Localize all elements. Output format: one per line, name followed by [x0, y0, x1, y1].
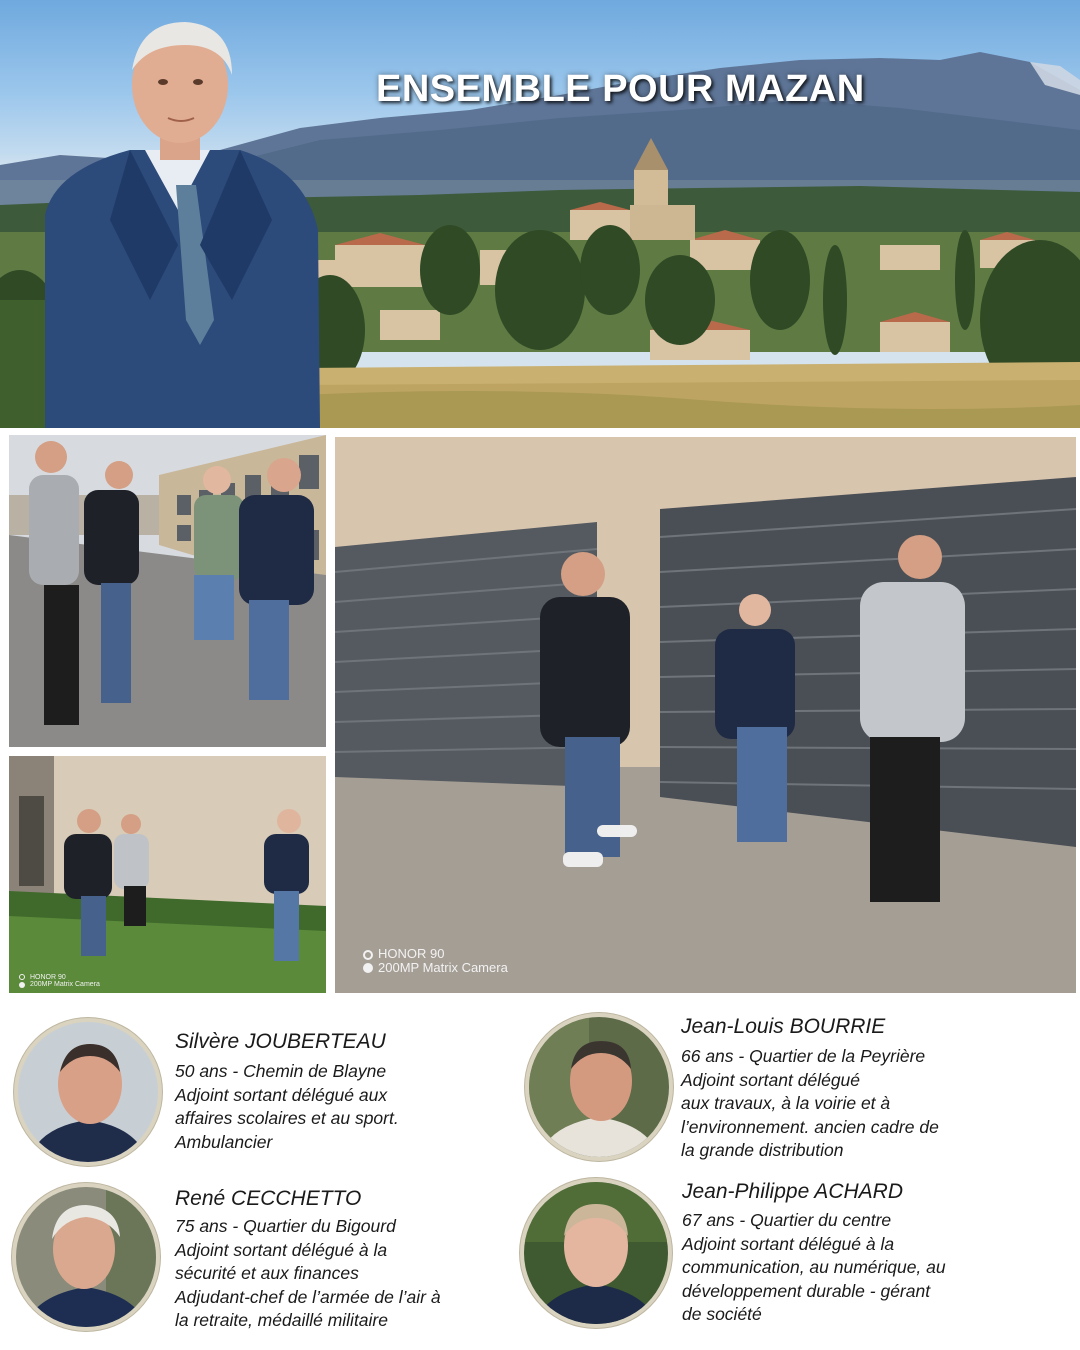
profile-description	[175, 1060, 399, 1154]
profile-name: René CECCHETTO	[175, 1187, 362, 1210]
profile-line: la retraite, médaillé militaire	[175, 1310, 388, 1330]
profile-line: affaires scolaires et au sport.	[175, 1108, 399, 1128]
village-landscape-image	[0, 0, 1080, 428]
profile-card-cecchetto	[0, 1175, 520, 1345]
profile-description	[175, 1215, 441, 1333]
avatar	[520, 1178, 672, 1328]
profile-name: Jean-Philippe ACHARD	[682, 1180, 903, 1203]
profile-line: Adjoint sortant délégué aux	[175, 1084, 388, 1105]
camera-model-label: HONOR 90	[30, 974, 66, 981]
mayor-portrait	[45, 22, 320, 428]
wall-photo-camera-watermark	[19, 974, 100, 989]
camera-lens-label: 200MP Matrix Camera	[30, 981, 100, 989]
profile-line: communication, au numérique, au	[682, 1257, 946, 1277]
avatar	[14, 1018, 162, 1166]
profile-line: sécurité et aux finances	[175, 1263, 359, 1283]
profile-line: Adjudant-chef de l’armée de l’air à	[175, 1286, 441, 1307]
hero-banner	[0, 0, 1080, 428]
profile-line: de société	[682, 1304, 762, 1324]
profile-line: Adjoint sortant délégué à la	[682, 1233, 895, 1254]
profile-line: la grande distribution	[681, 1140, 844, 1160]
shutter-photo-camera-watermark	[363, 947, 508, 974]
profile-card-achard	[520, 1172, 1080, 1342]
profile-line: 50 ans - Chemin de Blayne	[175, 1061, 387, 1081]
profile-card-jouberteau	[0, 1010, 520, 1170]
hero-title: ENSEMBLE POUR MAZAN	[376, 68, 865, 110]
profile-line: 66 ans - Quartier de la Peyrière	[681, 1046, 926, 1066]
profile-line: Ambulancier	[175, 1131, 273, 1152]
profile-card-bourrie	[520, 1005, 1080, 1165]
avatar	[12, 1183, 160, 1331]
profile-description	[682, 1209, 946, 1327]
profile-line: développement durable - gérant	[682, 1280, 931, 1301]
profile-line: aux travaux, à la voirie et à	[681, 1093, 891, 1113]
profile-line: 75 ans - Quartier du Bigourd	[175, 1216, 396, 1236]
camera-model-label: HONOR 90	[378, 946, 445, 961]
profile-line: 67 ans - Quartier du centre	[682, 1210, 892, 1230]
profile-line: l’environnement. ancien cadre de	[681, 1116, 939, 1137]
profile-description	[681, 1045, 939, 1163]
wall-photo-image	[9, 756, 326, 993]
wall-group-photo	[9, 756, 326, 993]
shutter-group-photo	[335, 437, 1076, 993]
camera-lens-label: 200MP Matrix Camera	[378, 959, 508, 975]
profile-name: Jean-Louis BOURRIE	[681, 1015, 886, 1038]
profile-line: Adjoint sortant délégué à la	[175, 1239, 388, 1260]
profile-name: Silvère JOUBERTEAU	[175, 1030, 386, 1053]
schoolyard-photo-image	[9, 435, 326, 747]
profile-line: Adjoint sortant délégué	[681, 1069, 861, 1090]
shutter-photo-image	[335, 437, 1076, 993]
avatar	[525, 1013, 673, 1161]
schoolyard-group-photo	[9, 435, 326, 747]
